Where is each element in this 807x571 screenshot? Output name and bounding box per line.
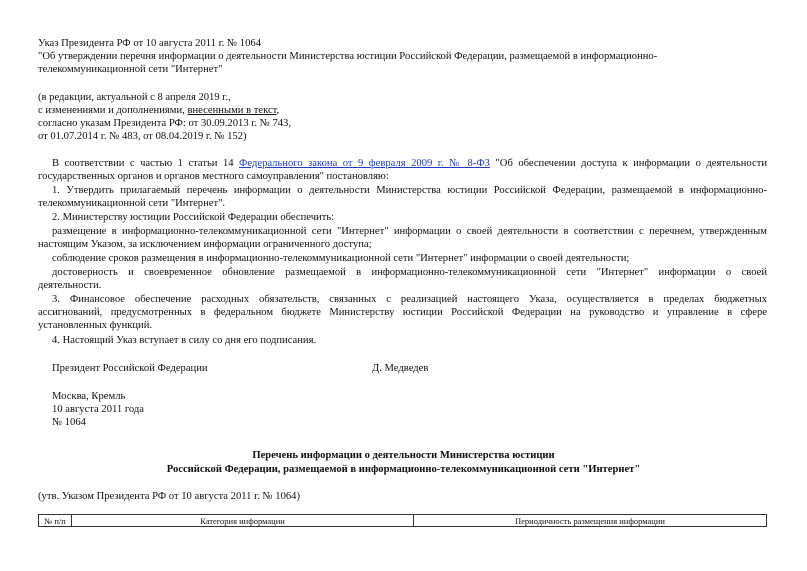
- table-header-row: [39, 515, 767, 527]
- item3-line3: установленных функций.: [38, 320, 153, 331]
- preamble-line2: государственных органов и органов местного самоуправления" постановляю:: [38, 171, 389, 182]
- item3-line1: 3. Финансовое обеспечение расходных обязательств, связанных с реализацией настоящего Указа, осуществляется в пределах бюджетных: [52, 294, 767, 305]
- table-header-periodicity: Периодичность размещения информации: [414, 515, 767, 527]
- item4: 4. Настоящий Указ вступает в силу со дня его подписания.: [52, 335, 317, 346]
- item2: 2. Министерству юстиции Российской Федерации обеспечить:: [52, 212, 335, 223]
- signature-position: Президент Российской Федерации: [52, 363, 208, 374]
- item2b: соблюдение сроков размещения в информационно-телекоммуникационной сети "Интернет" информации о своей деятельности;: [52, 253, 630, 264]
- edition-line4: от 01.07.2014 г. № 483, от 08.04.2019 г. № 152): [38, 131, 247, 142]
- item2a-line2: настоящим Указом, за исключением информации ограниченного доступа;: [38, 239, 372, 250]
- appendix-title-line1: Перечень информации о деятельности Министерства юстиции: [252, 450, 555, 461]
- decree-title: Указ Президента РФ от 10 августа 2011 г. № 1064: [38, 38, 261, 49]
- edition-line1: (в редакции, актуальной с 8 апреля 2019 г.,: [38, 92, 231, 103]
- edition-line3: согласно указам Президента РФ: от 30.09.2013 г. № 743,: [38, 118, 292, 129]
- appendix-approved: (утв. Указом Президента РФ от 10 августа 2011 г. № 1064): [38, 491, 301, 502]
- federal-law-link[interactable]: Федерального закона от 9 февраля 2009 г. № 8-ФЗ: [239, 158, 490, 169]
- decree-subtitle-line1: "Об утверждении перечня информации о деятельности Министерства юстиции Российской Федерации, размещаемой в информационно-: [38, 51, 658, 62]
- signature-name: Д. Медведев: [372, 363, 429, 374]
- item1-line1: 1. Утвердить прилагаемый перечень информации о деятельности Министерства юстиции Российской Федерации, размещаемой в информационно-: [52, 185, 767, 196]
- amendments-link[interactable]: внесенными в текст: [187, 105, 277, 116]
- item2a-line1: размещение в информационно-телекоммуникационной сети "Интернет" информации о своей деятельности в соответствии с перечнем, утвержденным: [52, 226, 767, 237]
- signature-place: Москва, Кремль: [52, 391, 126, 402]
- appendix-title-line2: Российской Федерации, размещаемой в информационно-телекоммуникационной сети "Интернет": [166, 464, 641, 475]
- item1-line2: телекоммуникационной сети "Интернет".: [38, 198, 226, 209]
- preamble-line1: В соответствии с частью 1 статьи 14 Федерального закона от 9 февраля 2009 г. № 8-ФЗ "Об обеспечении доступа к информации о деятельности: [52, 158, 767, 169]
- decree-subtitle-line2: телекоммуникационной сети "Интернет": [38, 64, 223, 75]
- signature-date: 10 августа 2011 года: [52, 404, 145, 415]
- edition-line2: с изменениями и дополнениями, внесенными в текст,: [38, 105, 280, 116]
- table-header-number: № п/п: [39, 515, 72, 527]
- item3-line2: ассигнований, предусмотренных в федеральном бюджете Министерству юстиции Российской Федерации на руководство и управление в сфере: [38, 307, 767, 318]
- signature-number: № 1064: [52, 417, 86, 428]
- info-table: [38, 514, 767, 527]
- table-header-category: Категория информации: [72, 515, 414, 527]
- item2c-line1: достоверность и своевременное обновление размещаемой в информационно-телекоммуникационной сети "Интернет" информации о своей: [52, 267, 767, 278]
- item2c-line2: деятельности.: [38, 280, 102, 291]
